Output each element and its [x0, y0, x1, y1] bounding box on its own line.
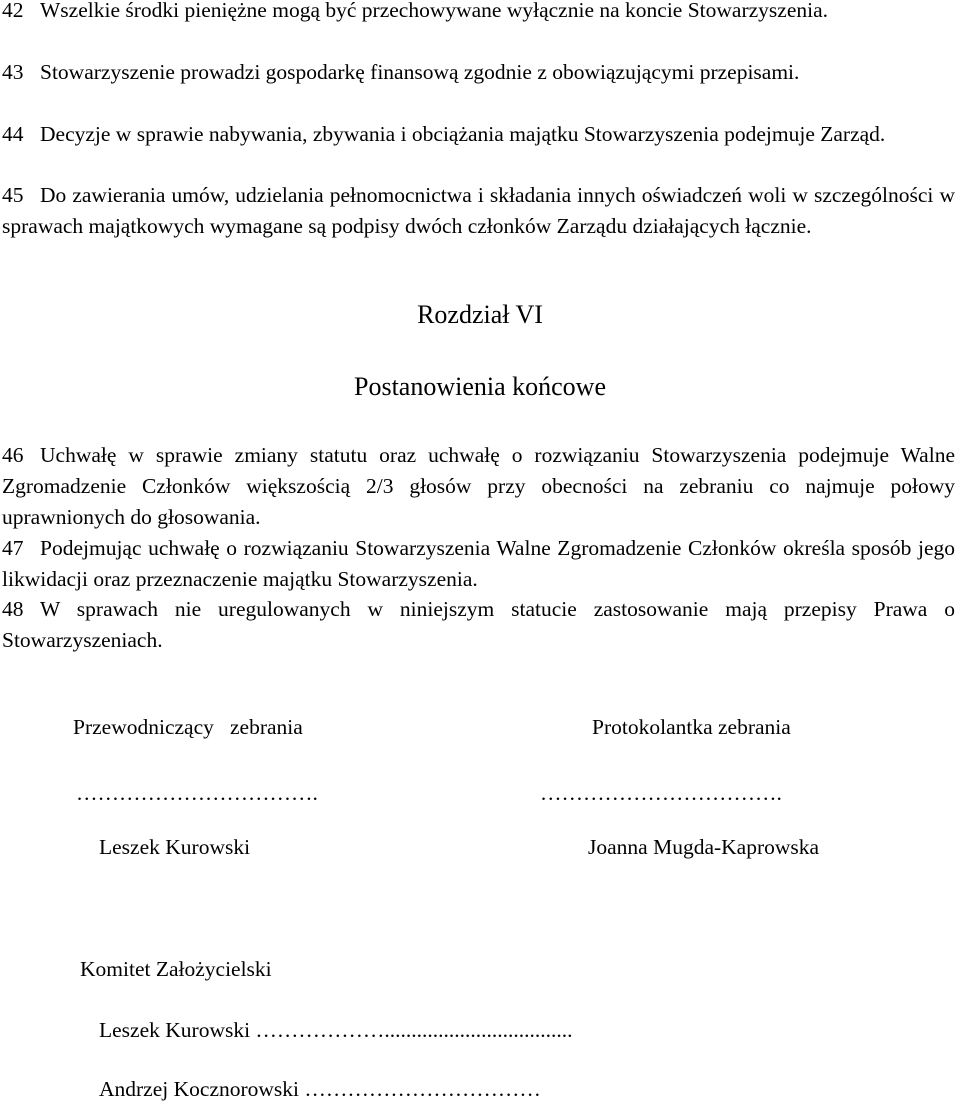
- article-number: 47: [2, 536, 24, 560]
- chairman-signature-line: …………………………….: [76, 781, 318, 805]
- article-44: [2, 119, 955, 150]
- article-number: 48: [2, 597, 24, 621]
- article-45: [2, 180, 955, 242]
- article-number: 42: [2, 0, 24, 22]
- committee-title: Komitet Założycielski: [80, 957, 272, 981]
- article-text: Podejmując uchwałę o rozwiązaniu Stowarzyszenia Walne Zgromadzenie Członków określa sposób jego likwidacji oraz przeznaczenie majątku Stowarzyszenia.: [2, 536, 955, 591]
- article-number: 45: [2, 183, 24, 207]
- chairman-role: Przewodniczący zebrania: [73, 715, 303, 739]
- article-text: Decyzje w sprawie nabywania, zbywania i obciążania majątku Stowarzyszenia podejmuje Zarząd.: [40, 122, 886, 146]
- article-47: [2, 533, 955, 595]
- article-text: Uchwałę w sprawie zmiany statutu oraz uchwałę o rozwiązaniu Stowarzyszenia podejmuje Walne Zgromadzenie Członków większością 2/3 głosów przy obecności na zebraniu co najmuje połowy uprawnionych do głosowania.: [2, 443, 955, 529]
- article-number: 43: [2, 60, 24, 84]
- article-text: Do zawierania umów, udzielania pełnomocnictwa i składania innych oświadczeń woli w szczególności w sprawach majątkowych wymagane są podpisy dwóch członków Zarządu działających łącznie.: [2, 183, 955, 238]
- secretary-signature-line: …………………………….: [540, 781, 782, 805]
- article-42: [2, 0, 955, 26]
- chapter-heading: Rozdział VI: [417, 300, 543, 329]
- secretary-role: Protokolantka zebrania: [592, 715, 791, 739]
- article-text: W sprawach nie uregulowanych w niniejszym statucie zastosowanie mają przepisy Prawa o Stowarzyszeniach.: [2, 597, 955, 652]
- article-46: [2, 440, 955, 533]
- chairman-name: Leszek Kurowski: [99, 835, 251, 859]
- article-43: [2, 57, 955, 88]
- article-number: 44: [2, 122, 24, 146]
- article-text: Stowarzyszenie prowadzi gospodarkę finansową zgodnie z obowiązującymi przepisami.: [40, 60, 800, 84]
- article-text: Wszelkie środki pieniężne mogą być przechowywane wyłącznie na koncie Stowarzyszenia.: [40, 0, 829, 22]
- article-number: 46: [2, 443, 24, 467]
- article-48: [2, 594, 955, 656]
- chapter-subheading: Postanowienia końcowe: [353, 372, 606, 401]
- secretary-name: Joanna Mugda-Kaprowska: [588, 835, 820, 859]
- committee-member: Andrzej Kocznorowski ……………………………: [99, 1077, 541, 1101]
- committee-member: Leszek Kurowski ………………...................................: [99, 1018, 573, 1042]
